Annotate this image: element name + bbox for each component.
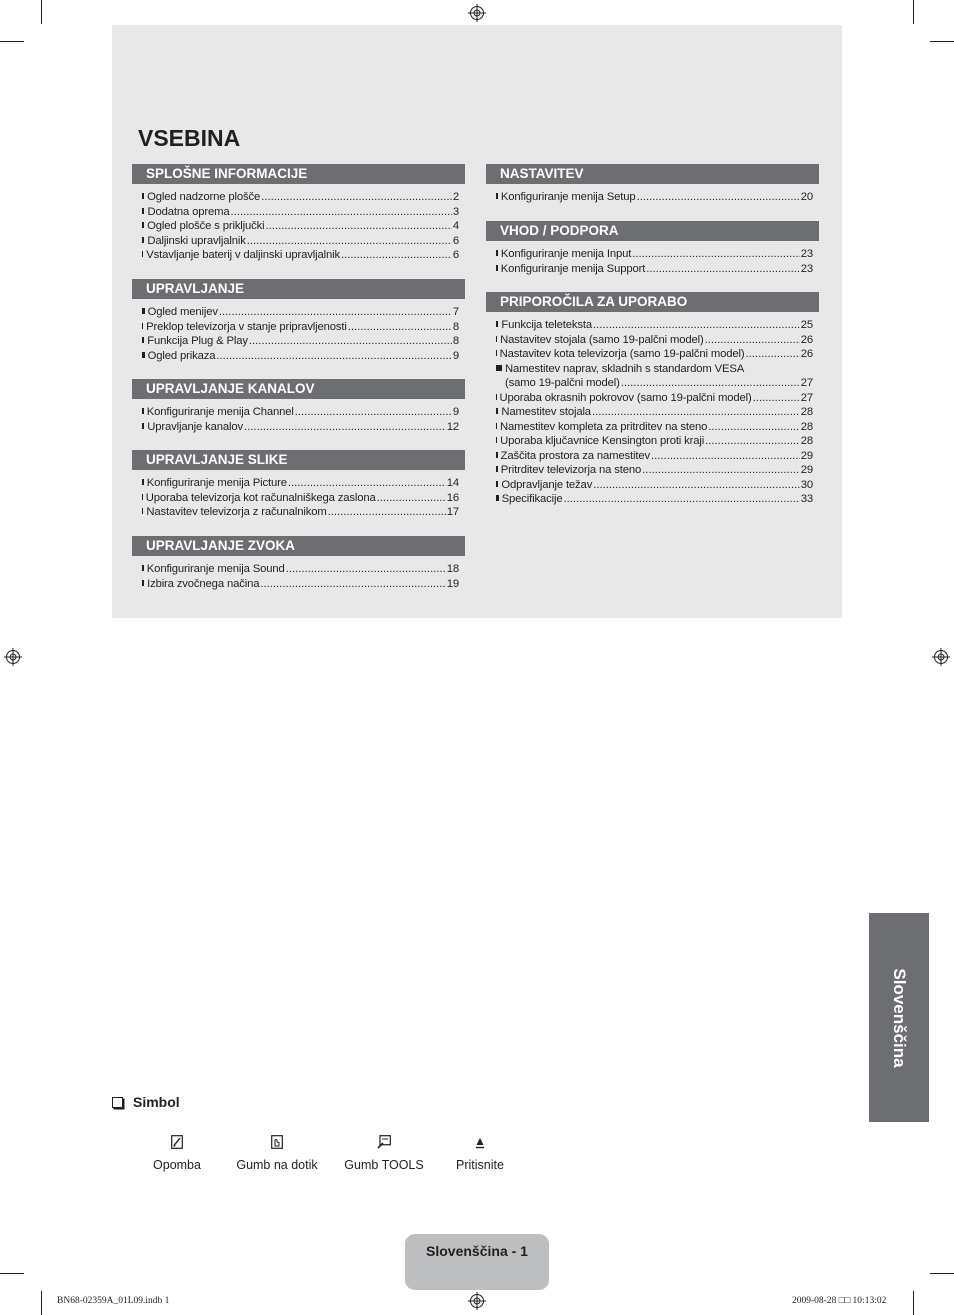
bullet-square-icon [142, 408, 144, 414]
dot-leader [341, 248, 452, 263]
toc-section-heading: UPRAVLJANJE ZVOKA [132, 536, 465, 556]
toc-item-page: 14 [446, 477, 459, 489]
toc-item[interactable] [486, 405, 819, 420]
toc-section [132, 279, 465, 363]
toc-item[interactable] [132, 420, 465, 435]
toc-item[interactable] [486, 478, 819, 493]
toc-item[interactable] [486, 391, 819, 406]
toc-item-page: 19 [446, 577, 459, 590]
dot-leader [708, 420, 800, 435]
toc-item-page: 28 [800, 406, 813, 418]
symbol-touch-button [232, 1135, 322, 1172]
toc-item-page: 16 [446, 491, 459, 504]
toc-item[interactable] [486, 463, 819, 478]
toc-item-label: Konfiguriranje menija Channel [146, 406, 294, 418]
toc-item-page: 27 [800, 377, 813, 389]
crop-mark [0, 1273, 24, 1274]
toc-item-page: 6 [452, 234, 459, 247]
toc-item-label: Ogled prikaza [147, 349, 216, 362]
language-side-tab [869, 913, 929, 1122]
bullet-square-icon [496, 336, 497, 342]
dot-leader [642, 463, 800, 478]
toc-item-label: Uporaba televizorja kot računalniškega zaslona [145, 491, 376, 504]
toc-item-page: 6 [452, 249, 459, 261]
checkbox-bullet-icon [112, 1097, 123, 1108]
dot-leader [632, 247, 800, 262]
toc-item-list [132, 190, 465, 263]
dot-leader [216, 349, 451, 364]
dot-leader [244, 420, 446, 435]
toc-item-label: Funkcija teleteksta [501, 319, 593, 331]
dot-leader [621, 376, 800, 391]
dot-leader [705, 434, 800, 449]
dot-leader [348, 320, 452, 335]
dot-leader [247, 234, 452, 249]
tools-button-icon [377, 1135, 391, 1149]
toc-item-list [486, 247, 819, 276]
touch-button-icon [271, 1135, 283, 1149]
dot-leader [746, 347, 800, 362]
page-number-tab [405, 1234, 549, 1290]
toc-item[interactable] [132, 334, 465, 349]
toc-section [132, 379, 465, 434]
toc-item-label: Namestitev stojala [501, 406, 591, 418]
toc-item-page: 17 [446, 506, 459, 518]
toc-item[interactable] [132, 349, 465, 364]
bullet-square-icon [496, 394, 497, 400]
dot-leader [592, 405, 800, 420]
registration-mark-icon [932, 648, 950, 666]
bullet-square-icon [142, 193, 144, 199]
bullet-square-icon [496, 466, 498, 472]
bullet-square-icon [142, 237, 144, 243]
print-file-info: BN68-02359A_01L09.indb 1 [57, 1296, 170, 1306]
dot-leader [288, 476, 446, 491]
toc-section [486, 164, 819, 205]
bullet-square-icon [496, 321, 498, 327]
toc-item-list [132, 562, 465, 591]
toc-item-label: Zaščita prostora za namestitev [500, 449, 650, 462]
bullet-square-icon [142, 337, 144, 343]
toc-item-label: Upravljanje kanalov [147, 420, 244, 433]
toc-item[interactable] [486, 262, 819, 277]
toc-item-label: Konfiguriranje menija Setup [500, 191, 636, 203]
toc-item-label: (samo 19-palčni model) [505, 377, 620, 389]
dot-leader [249, 334, 452, 349]
crop-mark [930, 41, 954, 42]
toc-section [132, 536, 465, 591]
toc-section [486, 221, 819, 276]
toc-item-label: Konfiguriranje menija Input [500, 248, 632, 260]
toc-item-label: Uporaba ključavnice Kensington proti kraji [500, 435, 705, 447]
dot-leader [261, 190, 452, 205]
toc-section [486, 292, 819, 507]
bullet-square-icon [496, 250, 498, 256]
toc-item-page: 12 [446, 420, 459, 433]
toc-item[interactable] [132, 405, 465, 420]
toc-section [132, 164, 465, 263]
bullet-square-icon [142, 352, 145, 358]
toc-item-label: Dodatna oprema [147, 205, 230, 218]
bullet-square-icon [496, 408, 498, 414]
symbol-note [147, 1135, 207, 1172]
bullet-square-icon [496, 452, 498, 458]
toc-section-heading: UPRAVLJANJE [132, 279, 465, 299]
toc-item-label: Nastavitev kota televizorja (samo 19-palčni model) [499, 348, 745, 360]
dot-leader [377, 491, 446, 506]
toc-item-label: Nastavitev stojala (samo 19-palčni model) [500, 333, 704, 346]
toc-item[interactable] [132, 305, 465, 320]
toc-item-page: 28 [800, 420, 813, 433]
toc-section-heading: SPLOŠNE INFORMACIJE [132, 164, 465, 184]
page-title: VSEBINA [138, 125, 241, 151]
toc-item-list [132, 405, 465, 434]
toc-section-heading: UPRAVLJANJE KANALOV [132, 379, 465, 399]
symbol-touch-button-label: Gumb na dotik [236, 1158, 318, 1172]
toc-item-label: Ogled menijev [147, 306, 218, 318]
toc-item[interactable] [486, 190, 819, 205]
toc-item-page: 2 [452, 191, 459, 203]
toc-section-heading: NASTAVITEV [486, 164, 819, 184]
symbol-tools-button-label: Gumb TOOLS [344, 1158, 424, 1172]
toc-item[interactable] [132, 219, 465, 234]
toc-item-page: 8 [452, 335, 459, 347]
toc-item[interactable] [486, 449, 819, 464]
symbol-note-label: Opomba [153, 1158, 201, 1172]
bullet-square-icon [142, 308, 145, 314]
bullet-square-icon [142, 580, 144, 586]
bullet-square-icon [142, 208, 144, 214]
toc-item-page: 9 [452, 406, 459, 418]
dot-leader [651, 449, 800, 464]
dot-leader [286, 562, 446, 577]
toc-item[interactable] [132, 491, 465, 506]
bullet-square-icon [496, 481, 498, 487]
press-icon [474, 1135, 486, 1149]
toc-item-label: Odpravljanje težav [501, 478, 593, 491]
toc-item-page: 7 [452, 306, 459, 318]
toc-item-page: 23 [800, 248, 813, 260]
bullet-square-icon [496, 365, 502, 371]
toc-section-heading: UPRAVLJANJE SLIKE [132, 450, 465, 470]
note-icon [171, 1135, 183, 1149]
toc-item-page: 25 [800, 319, 813, 331]
toc-item-page: 26 [800, 348, 813, 360]
toc-section [132, 450, 465, 520]
toc-item-page: 28 [800, 435, 813, 447]
toc-item-page: 8 [452, 320, 459, 333]
bullet-square-icon [142, 251, 143, 257]
toc-item-label: Preklop televizorja v stanje pripravljenosti [146, 320, 347, 333]
dot-leader [260, 577, 445, 592]
bullet-square-icon [142, 423, 144, 429]
dot-leader [637, 190, 800, 205]
toc-item-label: Konfiguriranje menija Sound [146, 563, 285, 575]
toc-item[interactable] [132, 577, 465, 592]
print-timestamp: 2009-08-28 □□ 10:13:02 [792, 1296, 887, 1306]
toc-item-page: 29 [800, 464, 813, 476]
symbol-press [450, 1135, 510, 1172]
bullet-square-icon [496, 423, 497, 429]
toc-item-label: Ogled plošče s priključki [147, 220, 265, 232]
toc-item[interactable] [132, 205, 465, 220]
language-side-tab-label: Slovenščina [890, 967, 909, 1068]
bullet-square-icon [496, 437, 497, 443]
crop-mark [41, 1291, 42, 1315]
toc-item-page: 33 [800, 493, 813, 505]
bullet-square-icon [496, 265, 498, 271]
toc-section-heading: VHOD / PODPORA [486, 221, 819, 241]
toc-item[interactable] [486, 492, 819, 507]
toc-item[interactable] [132, 505, 465, 520]
toc-item-page: 30 [800, 478, 813, 491]
registration-mark-icon [468, 1292, 486, 1310]
dot-leader [564, 492, 800, 507]
dot-leader [705, 333, 800, 348]
toc-item-label: Uporaba okrasnih pokrovov (samo 19-palčni model) [499, 391, 752, 404]
symbol-tools-button [340, 1135, 428, 1172]
toc-item[interactable] [486, 347, 819, 362]
toc-item[interactable] [132, 320, 465, 335]
toc-item-list [486, 318, 819, 507]
toc-item[interactable] [486, 333, 819, 348]
toc-item-label: Namestitev kompleta za pritrditev na steno [500, 420, 708, 433]
toc-item-label: Nastavitev televizorja z računalnikom [146, 506, 327, 518]
dot-leader [328, 505, 446, 520]
toc-item[interactable] [132, 248, 465, 263]
toc-item-label: Funkcija Plug & Play [147, 335, 248, 347]
toc-item-label: Daljinski upravljalnik [147, 234, 246, 247]
symbol-legend-title: Simbol [133, 1094, 180, 1110]
toc-item-label: Konfiguriranje menija Picture [146, 477, 287, 489]
bullet-square-icon [496, 495, 499, 501]
crop-mark [0, 41, 24, 42]
registration-mark-icon [4, 648, 22, 666]
bullet-square-icon [142, 508, 143, 514]
toc-item[interactable] [486, 420, 819, 435]
toc-item-label: Izbira zvočnega načina [147, 577, 260, 590]
toc-item-page: 27 [800, 391, 813, 404]
toc-item-page: 23 [800, 262, 813, 275]
toc-item-label: Namestitev naprav, skladnih s standardom VESA [505, 362, 745, 375]
bullet-square-icon [142, 323, 143, 329]
toc-item-list [132, 305, 465, 363]
page-number-label: Slovenščina - 1 [426, 1243, 528, 1259]
dot-leader [593, 318, 800, 333]
bullet-square-icon [142, 222, 144, 228]
registration-mark-icon [468, 4, 486, 22]
bullet-square-icon [496, 350, 497, 356]
toc-item[interactable] [486, 376, 819, 391]
toc-item-page: 18 [446, 563, 459, 575]
toc-item-page: 20 [800, 191, 813, 203]
toc-item[interactable] [486, 362, 819, 377]
toc-item[interactable] [486, 247, 819, 262]
toc-item-label: Specifikacije [501, 493, 563, 505]
crop-mark [41, 0, 42, 24]
bullet-square-icon [142, 565, 144, 571]
toc-item[interactable] [132, 476, 465, 491]
toc-item-page: 3 [452, 205, 459, 218]
toc-item-label: Pritrditev televizorja na steno [500, 464, 642, 476]
dot-leader [231, 205, 452, 220]
toc-item-page: 4 [452, 220, 459, 232]
dot-leader [219, 305, 452, 320]
toc-item-label: Ogled nadzorne plošče [147, 191, 261, 203]
bullet-square-icon [142, 479, 144, 485]
bullet-square-icon [142, 494, 143, 500]
symbol-legend-heading [112, 1094, 180, 1110]
bullet-square-icon [496, 193, 498, 199]
toc-item[interactable] [486, 318, 819, 333]
crop-mark [913, 1291, 914, 1315]
dot-leader [646, 262, 800, 277]
toc-item-page: 9 [452, 349, 459, 362]
toc-item-label: Vstavljanje baterij v daljinski upravljalnik [146, 249, 340, 261]
toc-item[interactable] [132, 562, 465, 577]
toc-item[interactable] [132, 234, 465, 249]
crop-mark [930, 1273, 954, 1274]
symbol-press-label: Pritisnite [456, 1158, 504, 1172]
toc-item-page: 26 [800, 333, 813, 346]
toc-item-label: Konfiguriranje menija Support [500, 262, 646, 275]
dot-leader [266, 219, 452, 234]
toc-section-heading: PRIPOROČILA ZA UPORABO [486, 292, 819, 312]
dot-leader [753, 391, 800, 406]
toc-item-page: 29 [800, 449, 813, 462]
toc-item-list [486, 190, 819, 205]
crop-mark [913, 0, 914, 24]
dot-leader [593, 478, 800, 493]
toc-item-list [132, 476, 465, 520]
toc-item[interactable] [486, 434, 819, 449]
toc-item[interactable] [132, 190, 465, 205]
dot-leader [295, 405, 452, 420]
